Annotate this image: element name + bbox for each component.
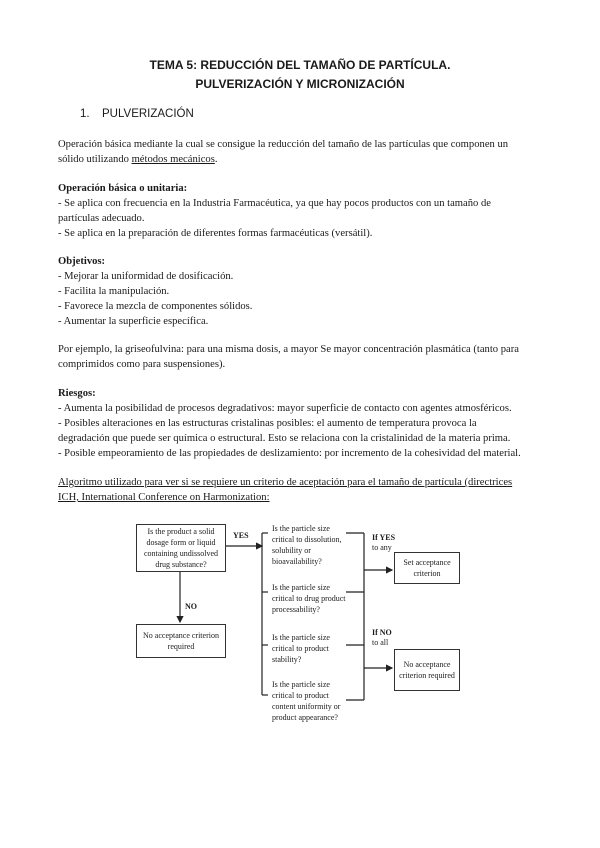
intro-line-2: [58, 152, 548, 167]
to-any-text: to any: [372, 543, 392, 552]
risk-item: - Posibles alteraciones en las estructuras cristalinas posibles: el aumento de temperatura provoca la: [58, 418, 477, 429]
title-line-1: TEMA 5: REDUCCIÓN DEL TAMAÑO DE PARTÍCULA.: [149, 58, 451, 72]
risk-item: - Aumenta la posibilidad de procesos degradativos: mayor superficie de contacto con agentes atmosféricos.: [58, 403, 512, 414]
title-line-2: PULVERIZACIÓN Y MICRONIZACIÓN: [195, 77, 405, 91]
section-number: 1.: [80, 108, 90, 120]
unit-operation-line-3: - Se aplica en la preparación de diferentes formas farmacéuticas (versátil).: [58, 228, 373, 239]
yes-label: YES: [233, 531, 249, 540]
to-all-text: to all: [372, 638, 389, 647]
objectives-heading: Objetivos:: [58, 256, 106, 267]
objective-item: - Favorece la mezcla de componentes sólidos.: [58, 301, 253, 312]
risks-section: [58, 386, 548, 461]
mechanical-methods-link: métodos mecánicos: [131, 154, 215, 165]
algorithm-line-1: Algoritmo utilizado para ver si se requiere un criterio de aceptación para el tamaño de partícula (directrices: [58, 477, 513, 488]
example-line-1: Por ejemplo, la griseofulvina: para una misma dosis, a mayor Se mayor concentración plasmática (tanto para: [58, 344, 519, 355]
example-line-2: comprimidos como para suspensiones).: [58, 359, 226, 370]
objectives-section: [58, 254, 548, 329]
question-uniformity: Is the particle size critical to product content uniformity or product appearance?: [272, 680, 341, 722]
unit-operation-line-2: partículas adecuado.: [58, 213, 145, 224]
unit-operation-section: [58, 181, 548, 241]
no-criterion-box: No acceptance criterion required: [136, 624, 226, 658]
risk-item: - Posible empeoramiento de las propiedades de deslizamiento: por incremento de la cohesividad del material.: [58, 448, 521, 459]
intro-text: sólido utilizando: [58, 154, 132, 165]
question-stability: Is the particle size critical to product stability?: [272, 633, 330, 664]
objective-item: - Aumentar la superficie específica.: [58, 316, 209, 327]
unit-operation-heading: Operación básica o unitaria:: [58, 183, 188, 194]
intro-line-1: Operación básica mediante la cual se consigue la reducción del tamaño de las partículas que componen un: [58, 139, 509, 150]
no-criterion-required-box: No acceptance criterion required: [394, 649, 460, 691]
question-processability: Is the particle size critical to drug product processability?: [272, 583, 346, 614]
if-no-label: [372, 628, 392, 648]
intro-end: .: [214, 154, 218, 165]
objective-item: - Facilita la manipulación.: [58, 286, 170, 297]
start-question-box: Is the product a solid dosage form or liquid containing undissolved drug substance?: [136, 524, 226, 572]
risks-heading: Riesgos:: [58, 388, 96, 399]
objective-item: - Mejorar la uniformidad de dosificación.: [58, 271, 234, 282]
section-title: PULVERIZACIÓN: [102, 108, 194, 120]
set-criterion-box: Set acceptance criterion: [394, 552, 460, 584]
section-heading: [80, 108, 194, 120]
if-yes-label: [372, 533, 395, 553]
intro-paragraph: [58, 137, 548, 167]
no-label: NO: [185, 602, 197, 611]
question-dissolution: Is the particle size critical to dissolution, solubility or bioavailability?: [272, 524, 342, 566]
unit-operation-line-1: - Se aplica con frecuencia en la Industria Farmacéutica, ya que hay pocos productos con un tamaño de: [58, 198, 491, 209]
risk-item: degradación que puede ser química o estructural. Esto se relaciona con la cristalinidad de la materia prima.: [58, 433, 511, 444]
algorithm-line-2: ICH, International Conference on Harmonization:: [58, 492, 270, 503]
if-yes-text: If YES: [372, 533, 396, 542]
if-no-text: If NO: [372, 628, 392, 637]
algorithm-paragraph: [58, 475, 548, 505]
example-paragraph: [58, 342, 548, 372]
